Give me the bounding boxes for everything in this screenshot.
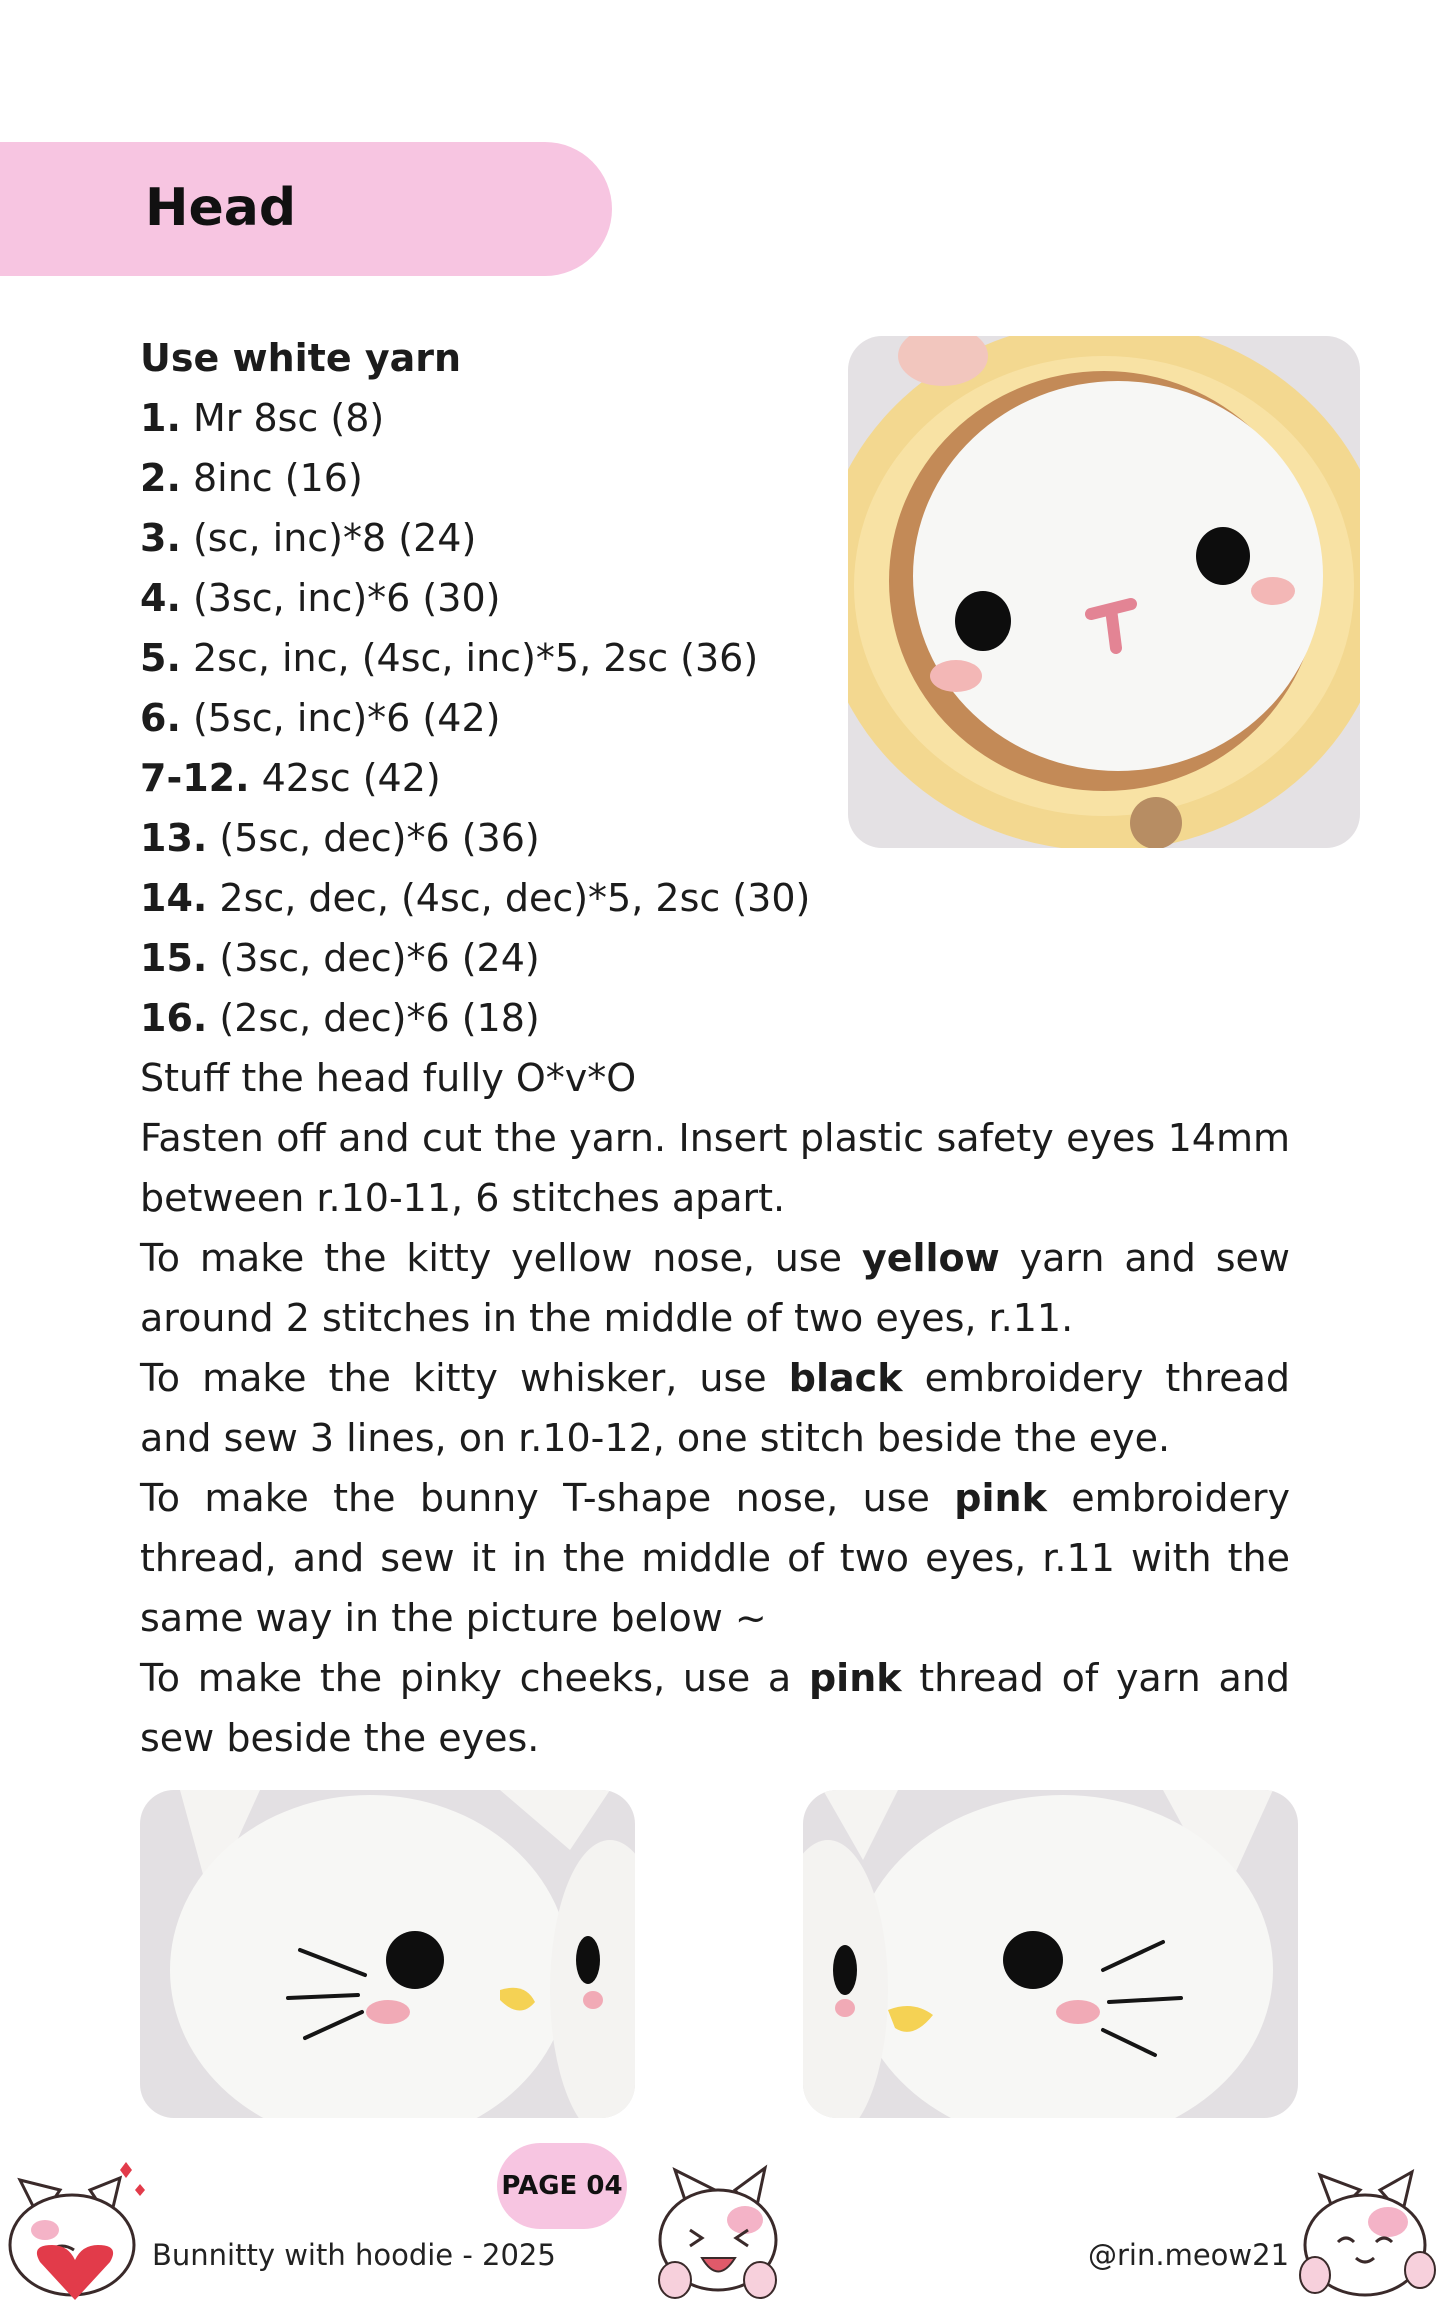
nose-paragraph: To make the kitty yellow nose, use yellow yarn and sew around 2 stitches in the middle of two eyes, r.11. <box>140 1236 1290 1340</box>
whisker-paragraph: To make the kitty whisker, use black embroidery thread and sew 3 lines, on r.10-12, one stitch beside the eye. <box>140 1356 1290 1460</box>
pattern-row: 15. (3sc, dec)*6 (24) <box>140 936 540 980</box>
pattern-row: 7-12. 42sc (42) <box>140 756 441 800</box>
kitty-mascot-heart-icon <box>0 2150 150 2300</box>
pattern-row: 5. 2sc, inc, (4sc, inc)*5, 2sc (36) <box>140 636 759 680</box>
page-number-badge: PAGE 04 <box>497 2143 627 2229</box>
cheeks-paragraph: To make the pinky cheeks, use a pink thread of yarn and sew beside the eyes. <box>140 1656 1290 1760</box>
kitty-mascot-wave-icon <box>1290 2150 1440 2300</box>
pattern-row: 4. (3sc, inc)*6 (30) <box>140 576 501 620</box>
pattern-row: 3. (sc, inc)*8 (24) <box>140 516 477 560</box>
pattern-row: 2. 8inc (16) <box>140 456 363 500</box>
stuff-note: Stuff the head fully O*v*O <box>140 1056 637 1100</box>
pattern-row: 1. Mr 8sc (8) <box>140 396 385 440</box>
pattern-row: 14. 2sc, dec, (4sc, dec)*5, 2sc (30) <box>140 876 811 920</box>
fasten-paragraph: Fasten off and cut the yarn. Insert plastic safety eyes 14mm between r.10-11, 6 stitches apart. <box>140 1116 1290 1220</box>
bunny-hoodie-photo <box>848 336 1360 848</box>
footer-pattern-title: Bunnitty with hoodie - 2025 <box>152 2238 556 2272</box>
yarn-heading: Use white yarn <box>140 336 462 380</box>
title-banner <box>0 142 612 276</box>
kitty-mascot-laugh-icon <box>640 2150 790 2300</box>
bunny-nose-paragraph: To make the bunny T-shape nose, use pink embroidery thread, and sew it in the middle of two eyes, r.11 with the same way in the picture below ~ <box>140 1476 1290 1640</box>
pattern-row: 6. (5sc, inc)*6 (42) <box>140 696 501 740</box>
kitty-photo-right <box>803 1790 1298 2118</box>
pattern-row: 16. (2sc, dec)*6 (18) <box>140 996 540 1040</box>
footer-handle: @rin.meow21 <box>1088 2238 1290 2272</box>
kitty-photo-left <box>140 1790 635 2118</box>
page-title: Head <box>145 178 297 238</box>
pattern-row: 13. (5sc, dec)*6 (36) <box>140 816 540 860</box>
